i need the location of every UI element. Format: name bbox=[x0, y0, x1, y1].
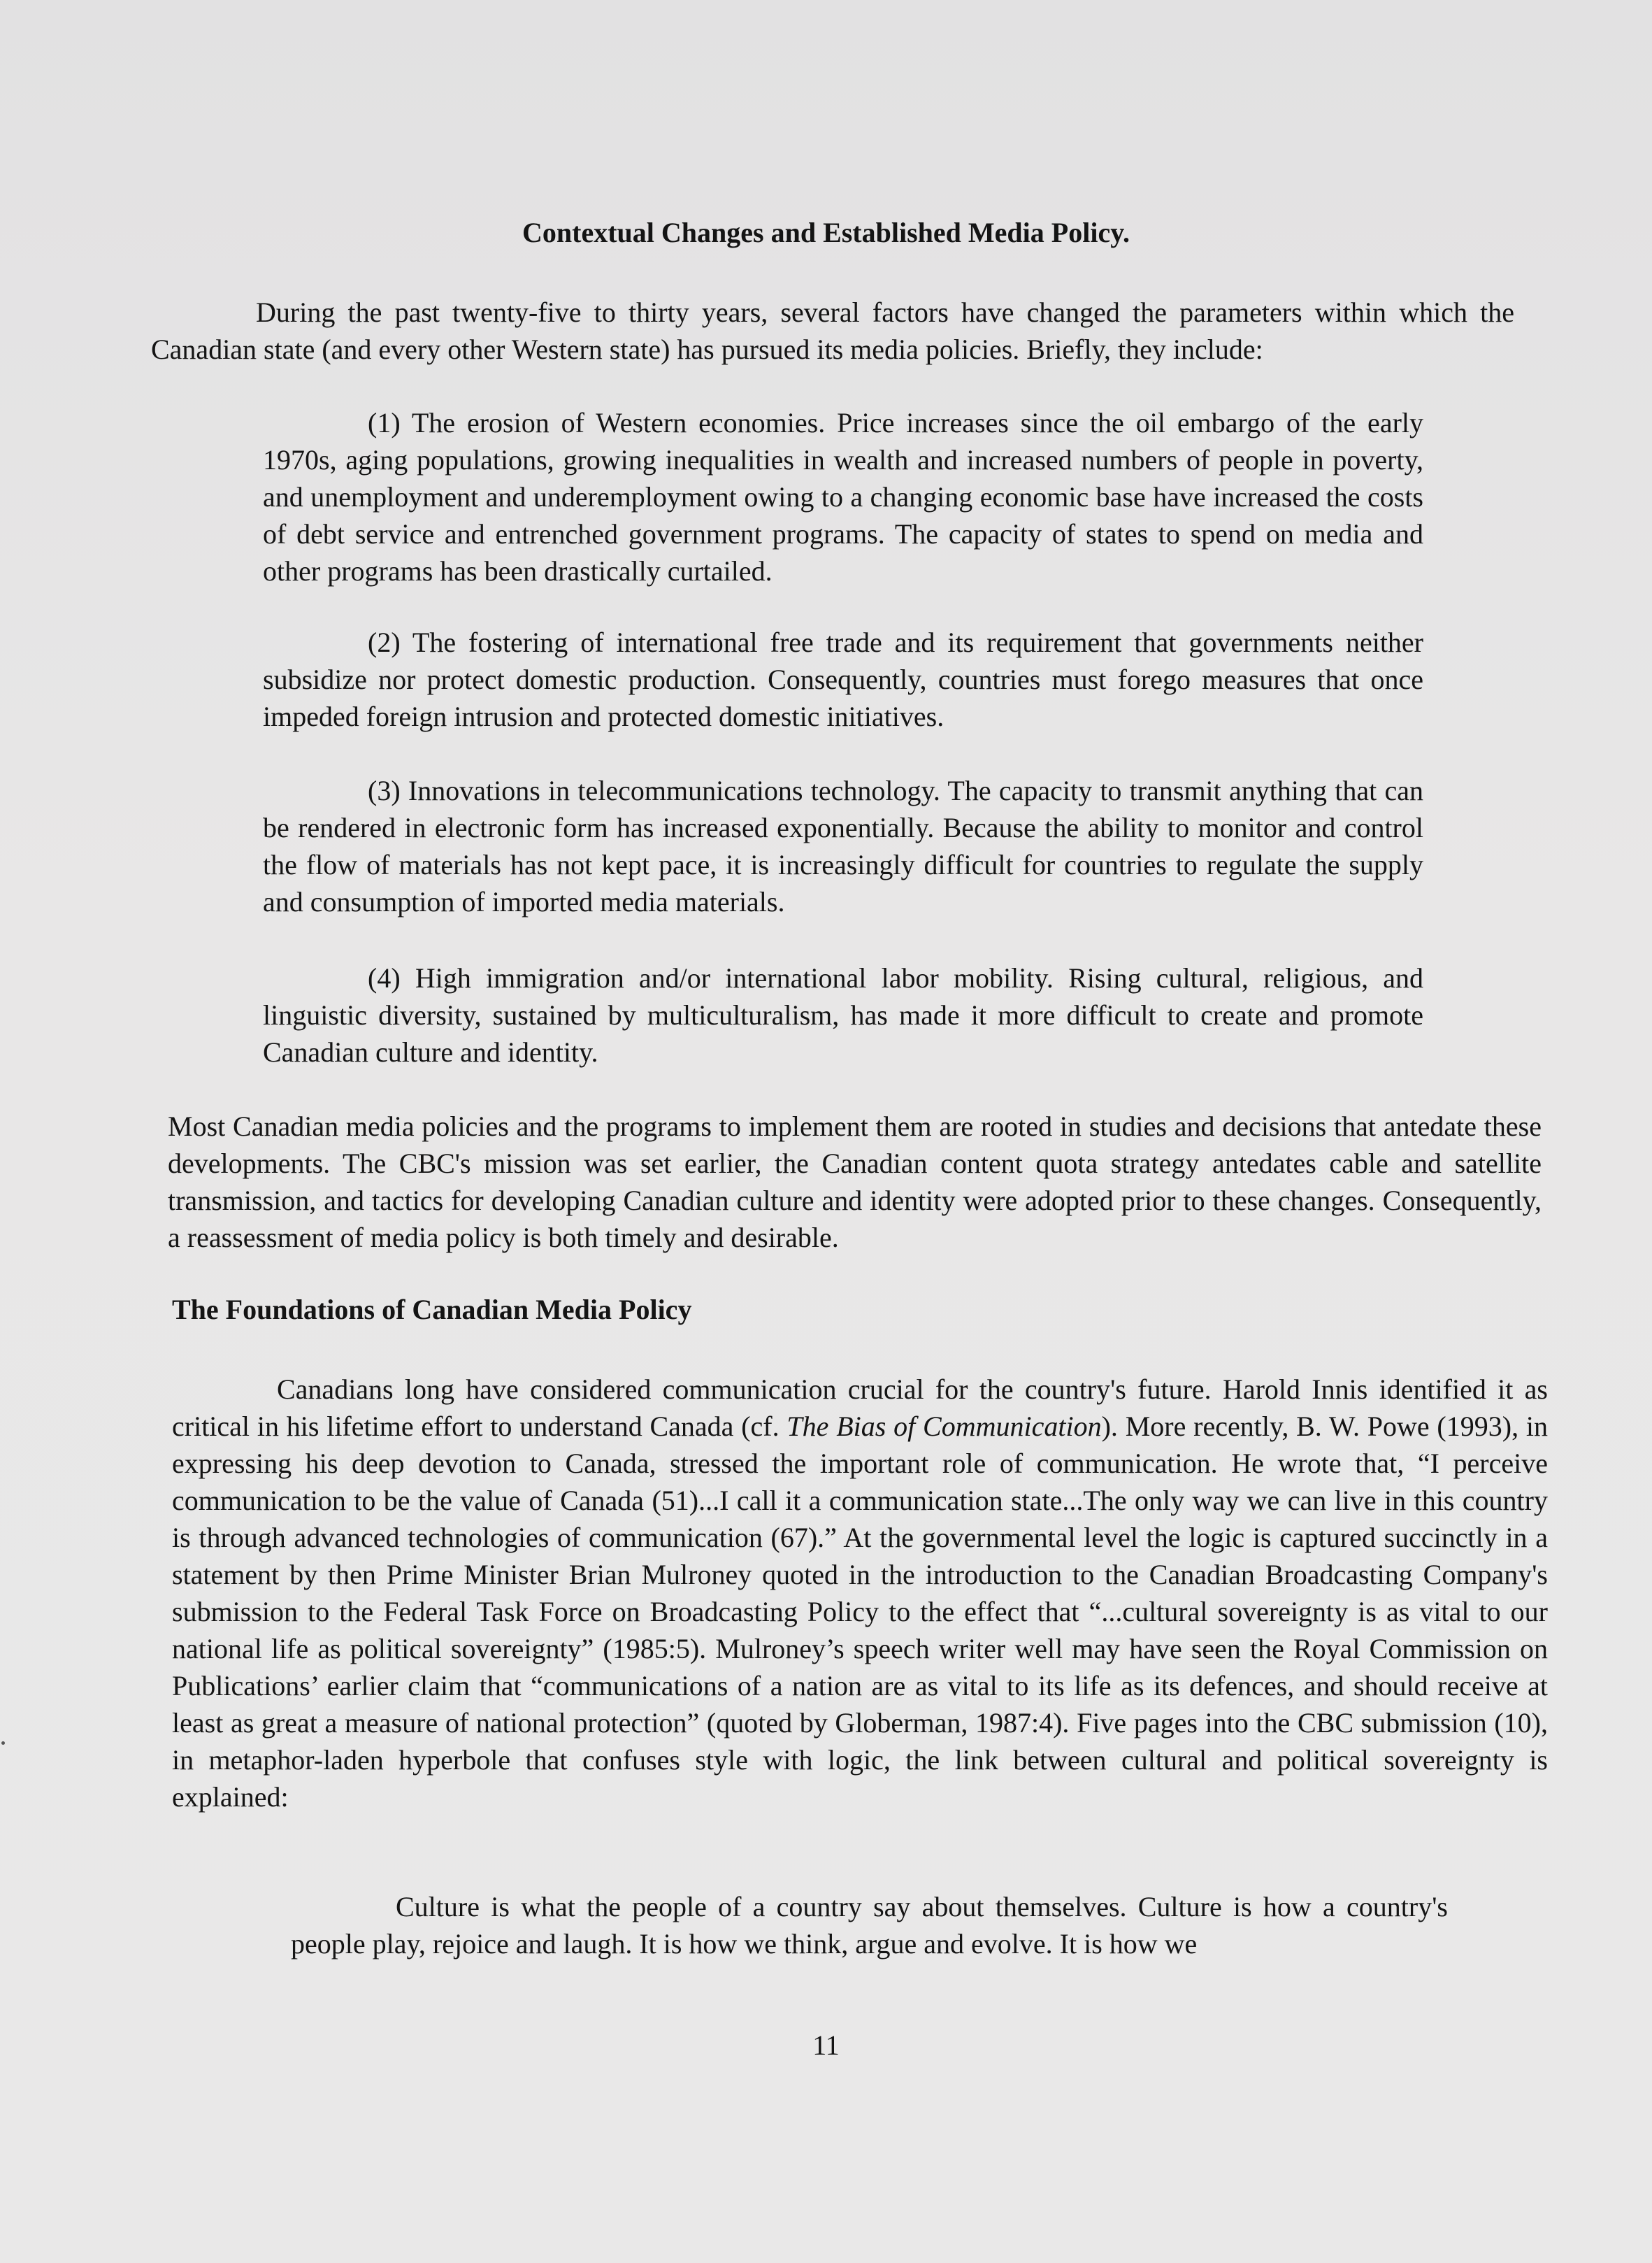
page-number: 11 bbox=[812, 2029, 840, 2061]
factor-text: (3) Innovations in telecommunications technology. The capacity to transmit anything that can be rendered in electronic form has increased exponentially. Because the ability to monitor and control the flow of materials has not kept pace, it is increasingly difficult for countries to regulate the supply and consumption of imported media materials. bbox=[263, 775, 1423, 918]
foundations-paragraph bbox=[172, 1371, 1548, 1815]
quote-text: Culture is what the people of a country say about themselves. Culture is how a country's people play, rejoice and laugh. It is how we think, argue and evolve. It is how we bbox=[291, 1891, 1448, 1959]
book-title: The Bias of Communication bbox=[787, 1411, 1102, 1442]
section-heading: The Foundations of Canadian Media Policy bbox=[172, 1294, 692, 1325]
foundations-text-b: ). More recently, B. W. Powe (1993), in expressing his deep devotion to Canada, stressed the important role of communication. He wrote that, “I perceive communication to be the value of Canada (51)...I call it a communication state...The only way we can live in this country is through advanced technologies of communication (67).” At the governmental level the logic is captured succinctly in a statement by then Prime Minister Brian Mulroney quoted in the introduction to the Canadian Broadcasting Company's submission to the Federal Task Force on Broadcasting Policy to the effect that “...cultural sovereignty is as vital to our national life as political sovereignty” (1985:5). Mulroney’s speech writer well may have seen the Royal Commission on Publications’ earlier claim that “communications of a nation are as vital to its life as its defences, and should receive at least as great a measure of national protection” (quoted by Globerman, 1987:4). Five pages into the CBC submission (10), in metaphor-laden hyperbole that confuses style with logic, the link between cultural and political sovereignty is explained: bbox=[172, 1411, 1548, 1813]
factor-item-4 bbox=[263, 959, 1423, 1071]
intro-text: During the past twenty-five to thirty years, several factors have changed the parameters within which the Canadian state (and every other Western state) has pursued its media policies. Briefly, they include: bbox=[151, 297, 1514, 365]
summary-paragraph bbox=[168, 1108, 1542, 1256]
foundations-text-a: Canadians long have considered communication crucial for the country's future. Harold Innis identified it as critical in his lifetime effort to understand Canada (cf. bbox=[172, 1373, 1548, 1442]
factor-item-3 bbox=[263, 772, 1423, 920]
block-quote bbox=[291, 1888, 1448, 1962]
factor-item-1 bbox=[263, 404, 1423, 590]
factor-item-2 bbox=[263, 624, 1423, 735]
factor-text: (4) High immigration and/or international labor mobility. Rising cultural, religious, and linguistic diversity, sustained by multiculturalism, has made it more difficult to create and promote Canadian culture and identity. bbox=[263, 962, 1423, 1068]
factor-text: (2) The fostering of international free trade and its requirement that governments neither subsidize nor protect domestic production. Consequently, countries must forego measures that once impeded foreign intrusion and protected domestic initiatives. bbox=[263, 627, 1423, 732]
section-title: Contextual Changes and Established Media Policy. bbox=[522, 217, 1130, 248]
intro-paragraph bbox=[151, 294, 1514, 368]
summary-text: Most Canadian media policies and the programs to implement them are rooted in studies and decisions that antedate these developments. The CBC's mission was set earlier, the Canadian content quota strategy antedates cable and satellite transmission, and tactics for developing Canadian culture and identity were adopted prior to these changes. Consequently, a reassessment of media policy is both timely and desirable. bbox=[168, 1111, 1542, 1253]
scan-speck bbox=[1, 1741, 5, 1745]
factor-text: (1) The erosion of Western economies. Price increases since the oil embargo of the early 1970s, aging populations, growing inequalities in wealth and increased numbers of people in poverty, and unemployment and underemployment owing to a changing economic base have increased the costs of debt service and entrenched government programs. The capacity of states to spend on media and other programs has been drastically curtailed. bbox=[263, 407, 1423, 587]
foundations-text bbox=[172, 1371, 1548, 1815]
